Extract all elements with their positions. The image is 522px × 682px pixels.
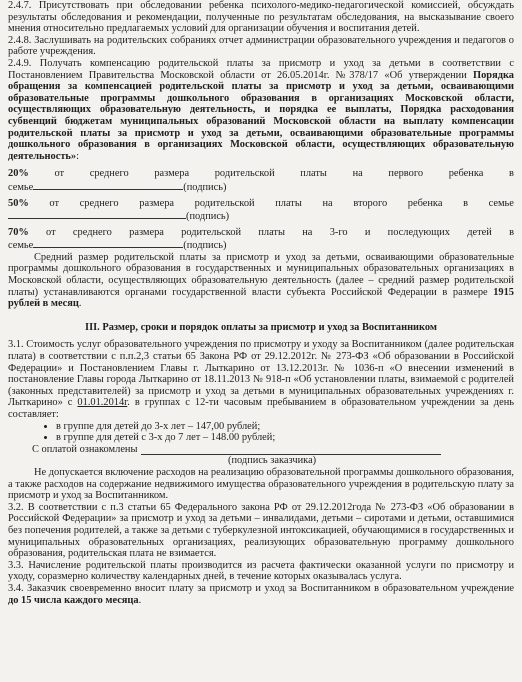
exclusion-paragraph: Не допускается включение расходов на реализацию образовательной программы дошкольного образования, а также расходов на содержание недвижимого имущества образовательного учреждения в родительскую плату за присмотр и уход за Воспитанником. [8, 466, 514, 502]
signature-blank-20[interactable] [33, 180, 183, 190]
clause-2-4-9: 2.4.9. Получать компенсацию родительской платы за присмотр и уход за детьми в соответствии с Постановлением Правительства Московской области от 26.05.2014г. №378/17 «Об утверждении Порядка обращения за компенсацией родительской платы за присмотр и уход за детьми, осваивающими образовательные программы дошкольного образования в организациях Московской области, осуществляющих образовательную деятельность, и порядка ее выплаты, Порядка расходования субвенций бюджетам муниципальных образований Московской области на выплату компенсации родительской платы за присмотр и уход за детьми, осваивающими образовательные программы дошкольного образования в организациях Московской области, осуществляющих образовательную деятельность»: [8, 57, 514, 162]
signature-blank-50[interactable] [8, 209, 186, 219]
compensation-sign-line-70: семье (подпись) [8, 240, 227, 252]
average-fee-paragraph: Средний размер родительской платы за присмотр и уход за детьми, осваивающими образовательные программы дошкольного образования в государственных и муниципальных образовательных организациях в Московской области, осуществляющих образовательную деятельность (далее – средний размер родительской платы) устанавливаются органами государственной власти субъекта Российской Федерации в размере 1915 рублей в месяц. [8, 251, 514, 310]
average-fee-amount: 1915 рублей в месяц [8, 286, 514, 310]
customer-signature-blank[interactable] [141, 445, 441, 455]
compensation-option-70 [8, 227, 514, 252]
clause-2-4-9-lead: 2.4.9. Получать компенсацию родительской платы за присмотр и уход за детьми в соответствии с Постановлением Правительства Московской области от 26.05.2014г. №378/17 «Об утверждении [8, 57, 514, 81]
compensation-row-70: 70% от среднего размера родительской платы на 3-го и последующих детей в [8, 226, 514, 238]
section-3-title: III. Размер, сроки и порядок оплаты за присмотр и уход за Воспитанником [85, 321, 437, 333]
compensation-row-20: 20% от среднего размера родительской платы на первого ребенка в [8, 168, 514, 180]
signature-caption-20: (подпись) [183, 181, 227, 193]
acquainted-label: С оплатой ознакомлены [32, 443, 138, 455]
compensation-option-20 [8, 168, 514, 193]
compensation-option-50 [8, 198, 514, 223]
clause-3-4: 3.4. Заказчик своевременно вносит плату за присмотр и уход за Воспитанником в образовательном учреждение до 15 числа каждого месяца. [8, 582, 514, 606]
compensation-procedure-title: Порядка обращения за компенсацией родительской платы за присмотр и уход за детьми, осваивающими образовательные программы дошкольного образования в организациях Московской области, осуществляющих образовательную деятельность, и порядка ее выплаты, Порядка расходования субвенций бюджетам муниципальных образований Московской области на выплату компенсации родительской платы за присмотр и уход за детьми, осваивающими образовательные программы дошкольного образования в организациях Московской области, осуществляющих образовательную деятельность» [8, 69, 514, 162]
acquainted-signature [32, 444, 514, 456]
customer-signature-caption: (подпись заказчика) [228, 455, 317, 467]
payment-deadline: до 15 числа каждого месяца [8, 594, 139, 606]
clause-3-1: 3.1. Стоимость услуг образовательного учреждения по присмотру и уходу за Воспитанником (далее родительская плата) в соответствии с п.п.2,3 статьи 65 Закона РФ от 29.12.2012г. № 273-ФЗ «Об образовании в Российской Федерации» и Постановлением Главы г. Лыткарино от 13.12.2013г. № 1036-п «О внесении изменений в постановление Главы города Лыткарино от 18.11.2013 № 918-п «Об установлении платы, взимаемой с родителей (законных представителей) за присмотр и уход за детьми в муниципальных образовательных учреждениях г. Лыткарино» с 01.01.2014г. в группах с 12-ти часовым пребыванием в образовательном учреждении за день составляет: [8, 339, 514, 420]
compensation-sign-line-20: семье (подпись) [8, 181, 227, 193]
compensation-pct-20: 20% [8, 168, 29, 180]
clause-2-4-7: 2.4.7. Присутствовать при обследовании ребенка психолого-медико-педагогической комиссией, обсуждать результаты обследования и рекомендации, полученные по результатам обследования, на высказывание своего мнения относительно предлагаемых условий для организации обучения и воспитания детей. [8, 0, 514, 35]
compensation-row-50: 50% от среднего размера родительской платы на второго ребенка в семье [8, 197, 514, 209]
signature-caption-50: (подпись) [186, 211, 230, 223]
fee-list [8, 421, 514, 444]
signature-caption-70: (подпись) [183, 240, 227, 252]
effective-date: 01.01.2014г [77, 397, 128, 409]
clause-2-4-8: 2.4.8. Заслушивать на родительских собраниях отчет администрации образовательного учреждения и педагогов о работе учреждения. [8, 34, 514, 58]
clause-3-3: 3.3. Начисление родительской платы производится из расчета фактически оказанной услуги по присмотру и уходу, соразмерно количеству календарных дней, в течение которых оказывалась услуга. [8, 559, 514, 583]
fee-item-3-to-7: • в группе для детей с 3-х до 7 лет – 148.00 рублей; [56, 432, 514, 444]
compensation-pct-70: 70% [8, 226, 29, 238]
signature-blank-70[interactable] [33, 238, 183, 248]
clause-3-2: 3.2. В соответствии с п.3 статьи 65 Федерального закона РФ от 29.12.2012года № 273-ФЗ «Об образовании в Российской Федерации» за присмотр и уход за детьми – инвалидами, детьми – сиротами и детьми, оставшимися без попечения родителей, а также за детьми с туберкулезной интоксикацией, обучающимися в государственных и муниципальных образовательных организациях, реализующих образовательную программу дошкольного образования, родительская плата не взимается. [8, 501, 514, 560]
fee-item-under-3: • в группе для детей до 3-х лет – 147,00 рублей; [56, 421, 514, 433]
compensation-sign-line-50 [8, 209, 514, 223]
compensation-pct-50: 50% [8, 197, 29, 209]
